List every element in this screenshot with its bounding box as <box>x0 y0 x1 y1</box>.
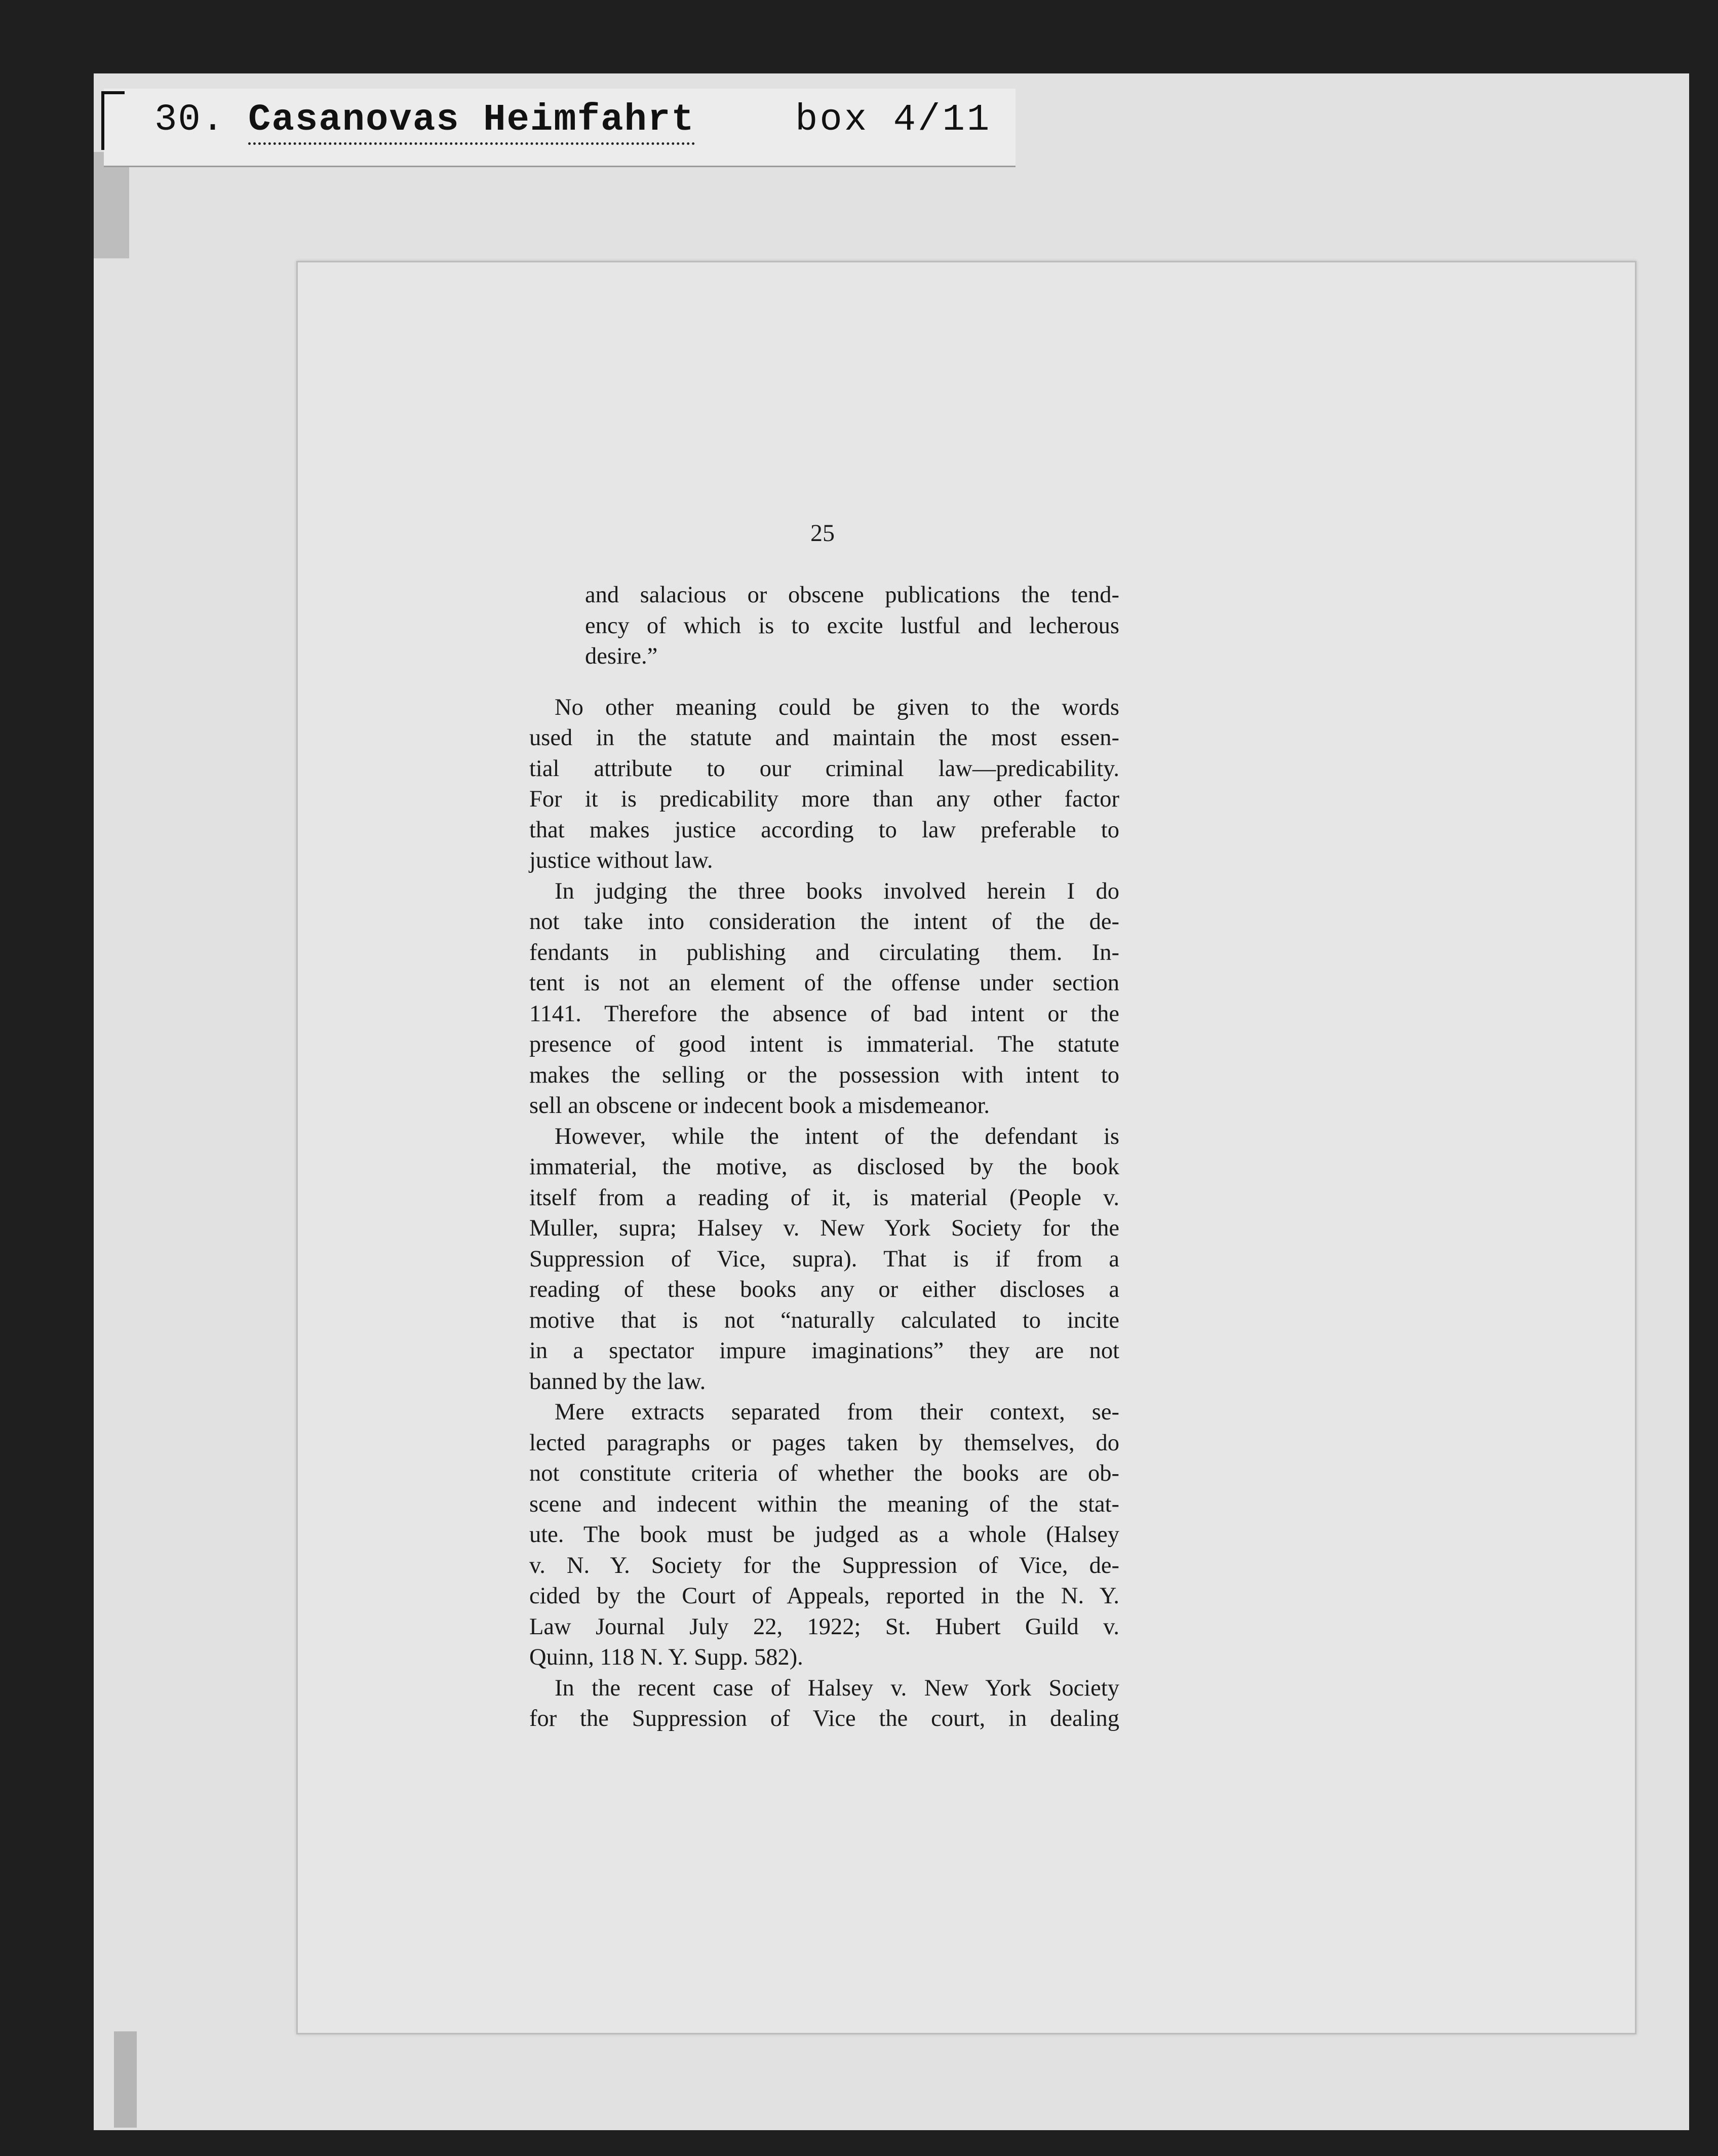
text-line: fendants in publishing and circulating them. In- <box>529 939 1119 966</box>
text-line: tial attribute to our criminal law—predicability. <box>529 755 1119 782</box>
label-title: Casanovas Heimfahrt <box>248 99 695 145</box>
text-line: desire.” <box>585 643 658 669</box>
text-line: 1141. Therefore the absence of bad intent or the <box>529 1000 1119 1027</box>
text-line: For it is predicability more than any other factor <box>529 786 1119 812</box>
text-line: used in the statute and maintain the most essen- <box>529 725 1119 751</box>
text-line: lected paragraphs or pages taken by themselves, do <box>529 1430 1119 1456</box>
text-line: Muller, supra; Halsey v. New York Society for the <box>529 1215 1119 1241</box>
text-line: v. N. Y. Society for the Suppression of Vice, de- <box>529 1552 1119 1578</box>
text-line: ute. The book must be judged as a whole (Halsey <box>529 1522 1119 1548</box>
text-line: Quinn, 118 N. Y. Supp. 582). <box>529 1644 803 1670</box>
paragraph <box>529 692 1119 876</box>
text-line: in a spectator impure imaginations” they are not <box>529 1338 1119 1364</box>
text-line: immaterial, the motive, as disclosed by the book <box>529 1154 1119 1180</box>
text-line: However, while the intent of the defendant is <box>555 1123 1119 1149</box>
spacer <box>529 672 1119 692</box>
text-line: Law Journal July 22, 1922; St. Hubert Guild v. <box>529 1613 1119 1640</box>
text-line: No other meaning could be given to the words <box>555 694 1119 720</box>
text-line: justice without law. <box>529 848 713 873</box>
text-line: scene and indecent within the meaning of the stat- <box>529 1491 1119 1517</box>
text-line: Suppression of Vice, supra). That is if from a <box>529 1246 1119 1272</box>
text-line: tent is not an element of the offense under section <box>529 970 1119 996</box>
text-line: presence of good intent is immaterial. The statute <box>529 1031 1119 1057</box>
text-line: motive that is not “naturally calculated to incite <box>529 1307 1119 1333</box>
page-number: 25 <box>810 520 835 547</box>
text-line: Mere extracts separated from their context, se- <box>555 1399 1119 1425</box>
paragraph <box>529 876 1119 1122</box>
folder-shadow <box>94 152 129 258</box>
text-line: In judging the three books involved herein I do <box>555 878 1119 904</box>
text-line: for the Suppression of Vice the court, in dealing <box>529 1706 1119 1731</box>
text-line: cided by the Court of Appeals, reported in the N. Y. <box>529 1583 1119 1609</box>
paragraph <box>529 1673 1119 1735</box>
block-quote <box>585 580 1119 672</box>
text-line: In the recent case of Halsey v. New York Society <box>555 1675 1119 1701</box>
text-line: makes the selling or the possession with intent to <box>529 1062 1119 1088</box>
text-line: and salacious or obscene publications the tend- <box>585 582 1119 608</box>
label-corner-mark <box>101 91 125 150</box>
text-line: not constitute criteria of whether the books are ob- <box>529 1460 1119 1486</box>
label-number: 30. <box>154 99 225 141</box>
paragraph <box>529 1397 1119 1673</box>
page-body <box>529 580 1119 1735</box>
text-line: not take into consideration the intent of the de- <box>529 909 1119 935</box>
text-line: banned by the law. <box>529 1368 706 1395</box>
text-line: itself from a reading of it, is material (People v. <box>529 1184 1119 1211</box>
label-box-number: box 4/11 <box>795 99 992 141</box>
text-line: sell an obscene or indecent book a misdemeanor. <box>529 1093 990 1119</box>
text-line: reading of these books any or either discloses a <box>529 1277 1119 1302</box>
text-line: that makes justice according to law preferable to <box>529 817 1119 843</box>
folder-shadow-bottom <box>114 2031 137 2128</box>
paragraph <box>529 1122 1119 1398</box>
text-line: ency of which is to excite lustful and lecherous <box>585 612 1119 639</box>
